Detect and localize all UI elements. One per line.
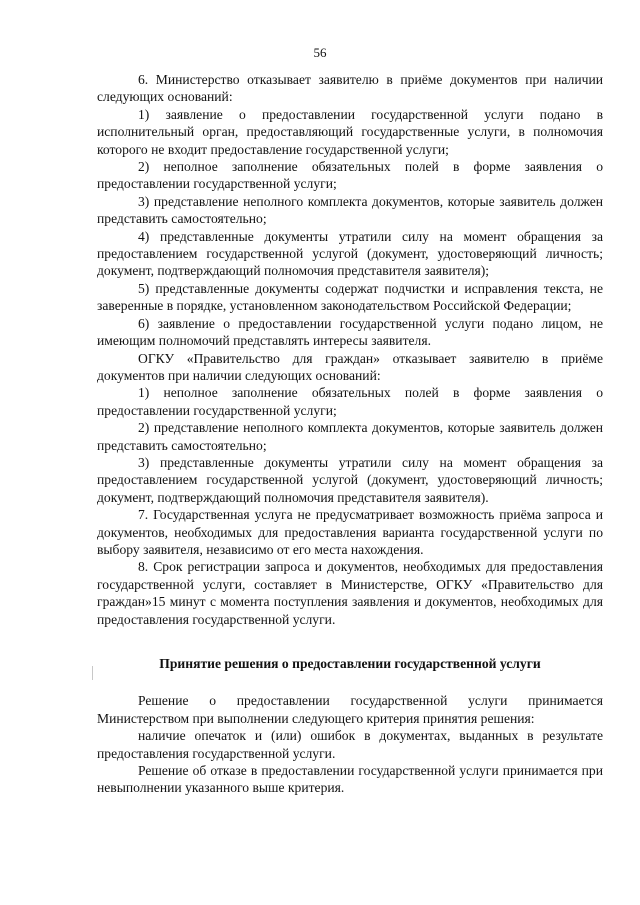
paragraph-item-7: 7. Государственная услуга не предусматривает возможность приёма запроса и документов, необходимых для предоставления варианта государственной услуги по выбору заявителя, независимо от его места нахождения.: [97, 507, 603, 557]
page-number: 56: [313, 45, 327, 60]
paragraph-refusal-ministry: 6. Министерство отказывает заявителю в приёме документов при наличии следующих оснований:: [97, 72, 603, 105]
document-body: [97, 71, 603, 797]
paragraph-ogku-ground-1: 1) неполное заполнение обязательных полей в форме заявления о предоставлении государственной услуги;: [97, 385, 603, 418]
paragraph-ground-3: 3) представление неполного комплекта документов, которые заявитель должен представить самостоятельно;: [97, 193, 603, 227]
paragraph-ground-1: 1) заявление о предоставлении государственной услуги подано в исполнительный орган, предоставляющий государственные услуги, в полномочия которого не входит предоставление государственной услуги;: [97, 106, 603, 157]
paragraph-ground-6: 6) заявление о предоставлении государственной услуги подано лицом, не имеющим полномочий представлять интересы заявителя.: [97, 315, 603, 349]
margin-mark: [92, 666, 93, 680]
paragraph-refusal-decision: Решение об отказе в предоставлении государственной услуги принимается при невыполнении указанного выше критерия.: [97, 763, 603, 796]
paragraph-ground-5: 5) представленные документы содержат подчистки и исправления текста, не заверенные в порядке, установленном законодательством Российской Федерации;: [97, 280, 603, 314]
paragraph-ogku-ground-2: 2) представление неполного комплекта документов, которые заявитель должен представить самостоятельно;: [97, 420, 603, 453]
paragraph-ground-2: 2) неполное заполнение обязательных полей в форме заявления о предоставлении государственной услуги;: [97, 159, 603, 192]
paragraph-criterion: наличие опечаток и (или) ошибок в документах, выданных в результате предоставления государственной услуги.: [97, 728, 603, 761]
section-heading: Принятие решения о предоставлении государственной услуги: [159, 656, 541, 671]
paragraph-refusal-ogku: ОГКУ «Правительство для граждан» отказывает заявителю в приёме документов при наличии следующих оснований:: [97, 350, 603, 383]
paragraph-decision: Решение о предоставлении государственной услуги принимается Министерством при выполнении следующего критерия принятия решения:: [97, 693, 603, 726]
paragraph-ogku-ground-3: 3) представленные документы утратили силу на момент обращения за предоставлением государственной услугой (документ, удостоверяющий личность; документ, подтверждающий полномочия представителя заявителя).: [97, 454, 603, 505]
paragraph-ground-4: 4) представленные документы утратили силу на момент обращения за предоставлением государственной услугой (документ, удостоверяющий личность; документ, подтверждающий полномочия представителя заявителя);: [97, 228, 603, 279]
paragraph-item-8: 8. Срок регистрации запроса и документов, необходимых для предоставления государственной услуги, составляет в Министерстве, ОГКУ «Правительство для граждан»15 минут с момента поступления заявления и документов, необходимых для предоставления государственной услуги.: [97, 559, 603, 627]
